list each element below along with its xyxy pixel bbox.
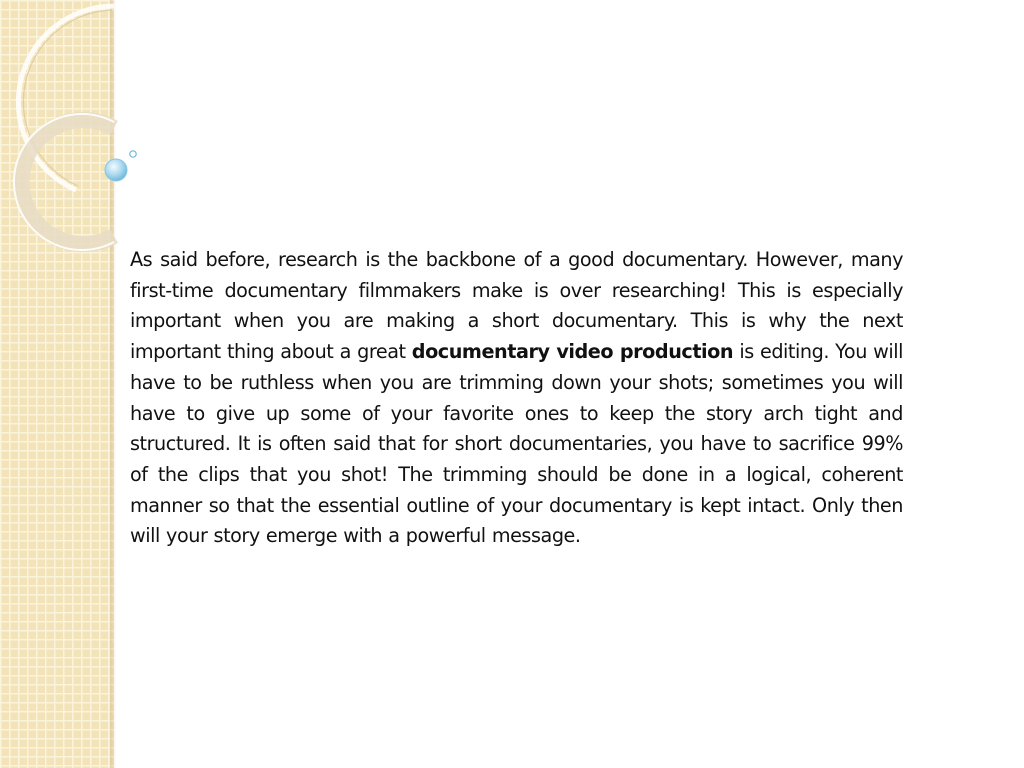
small-bubble [130, 151, 136, 157]
small-ring-arc [22, 120, 114, 244]
decorative-rings-ornament [0, 0, 150, 260]
bold-keyword-link: documentary video production [411, 340, 734, 364]
paragraph-text-after: is editing. You will have to be ruthless when you are trimming down your shots; sometimes you will have to give up some of your favorite ones to keep the story arch tight and structured. It is often said that for short documentaries, you have to sacrifice 99% of the clips that you shot! The trimming should be done in a logical, coherent manner so that the essential outline of your documentary is kept intact. Only then will your story emerge with a powerful message. [130, 340, 903, 548]
body-paragraph [130, 245, 903, 552]
large-bubble [105, 159, 127, 181]
paragraph-text-before: As said before, research is the backbone of a good documentary. However, many first-time documentary filmmakers make is over researching! This is especially important when you are making a short documentary. This is why the next important thing about a great [130, 248, 903, 364]
